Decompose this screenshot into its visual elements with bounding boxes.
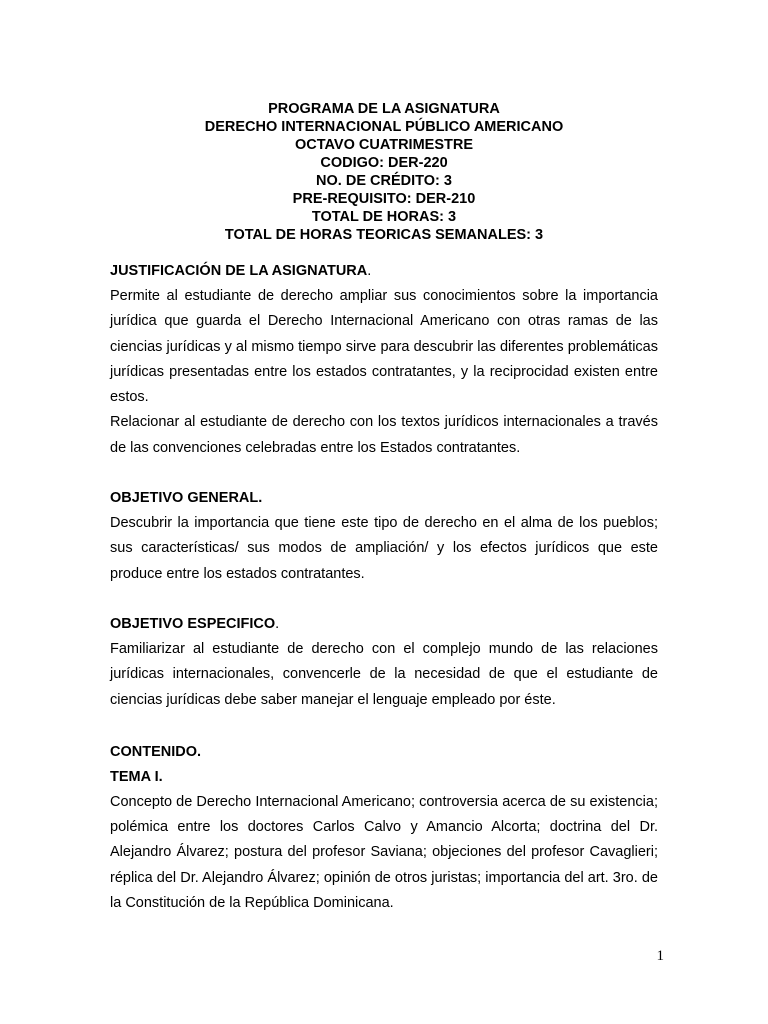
justificacion-paragraph-2: Relacionar al estudiante de derecho con los textos jurídicos internacionales a través de las convenciones celebradas entre los Estados contratantes. xyxy=(110,414,658,456)
header-line-prerequisite: PRE-REQUISITO: DER-210 xyxy=(292,191,476,207)
page-number: 1 xyxy=(656,948,664,964)
justificacion-heading: JUSTIFICACIÓN DE LA ASIGNATURA. xyxy=(110,263,372,279)
justificacion-paragraph-1: Permite al estudiante de derecho ampliar sus conocimientos sobre la importancia jurídica que guarda el Derecho Internacional Americano con otras ramas de las ciencias jurídicas y al mismo tiempo sirve para descubrir las diferentes problemáticas jurídicas presentadas entre los estados contratantes, y la reciprocidad existen entre estos. xyxy=(110,288,658,406)
document-body xyxy=(110,262,658,916)
course-header xyxy=(100,100,668,244)
objetivo-general-paragraph: Descubrir la importancia que tiene este tipo de derecho en el alma de los pueblos; sus características/ sus modos de ampliación/ y los efectos jurídicos que este produce entre los estados contratantes. xyxy=(110,515,658,582)
contenido-heading: CONTENIDO. xyxy=(110,743,202,760)
header-line-credits: NO. DE CRÉDITO: 3 xyxy=(316,173,452,189)
tema-1-heading: TEMA I. xyxy=(110,768,163,785)
header-line-title: PROGRAMA DE LA ASIGNATURA xyxy=(268,101,500,117)
objetivo-especifico-heading: OBJETIVO ESPECIFICO. xyxy=(110,615,280,632)
objetivo-especifico-paragraph: Familiarizar al estudiante de derecho con el complejo mundo de las relaciones jurídicas internacionales, convencerle de la necesidad de que el estudiante de ciencias jurídicas debe saber manejar el lenguaje empleado por éste. xyxy=(110,640,658,708)
header-line-weekly-hours: TOTAL DE HORAS TEORICAS SEMANALES: 3 xyxy=(224,227,544,243)
header-line-subject: DERECHO INTERNACIONAL PÚBLICO AMERICANO xyxy=(204,119,564,135)
header-line-code: CODIGO: DER-220 xyxy=(320,155,448,171)
header-line-total-hours: TOTAL DE HORAS: 3 xyxy=(311,209,457,225)
tema-1-paragraph: Concepto de Derecho Internacional Americano; controversia acerca de su existencia; polémica entre los doctores Carlos Calvo y Amancio Alcorta; doctrina del Dr. Alejandro Álvarez; postura del profesor Saviana; objeciones del profesor Cavaglieri; réplica del Dr. Alejandro Álvarez; opinión de otros juristas; importancia del art. 3ro. de la Constitución de la República Dominicana. xyxy=(110,793,658,912)
header-line-term: OCTAVO CUATRIMESTRE xyxy=(294,137,474,153)
objetivo-general-heading: OBJETIVO GENERAL. xyxy=(110,490,263,507)
